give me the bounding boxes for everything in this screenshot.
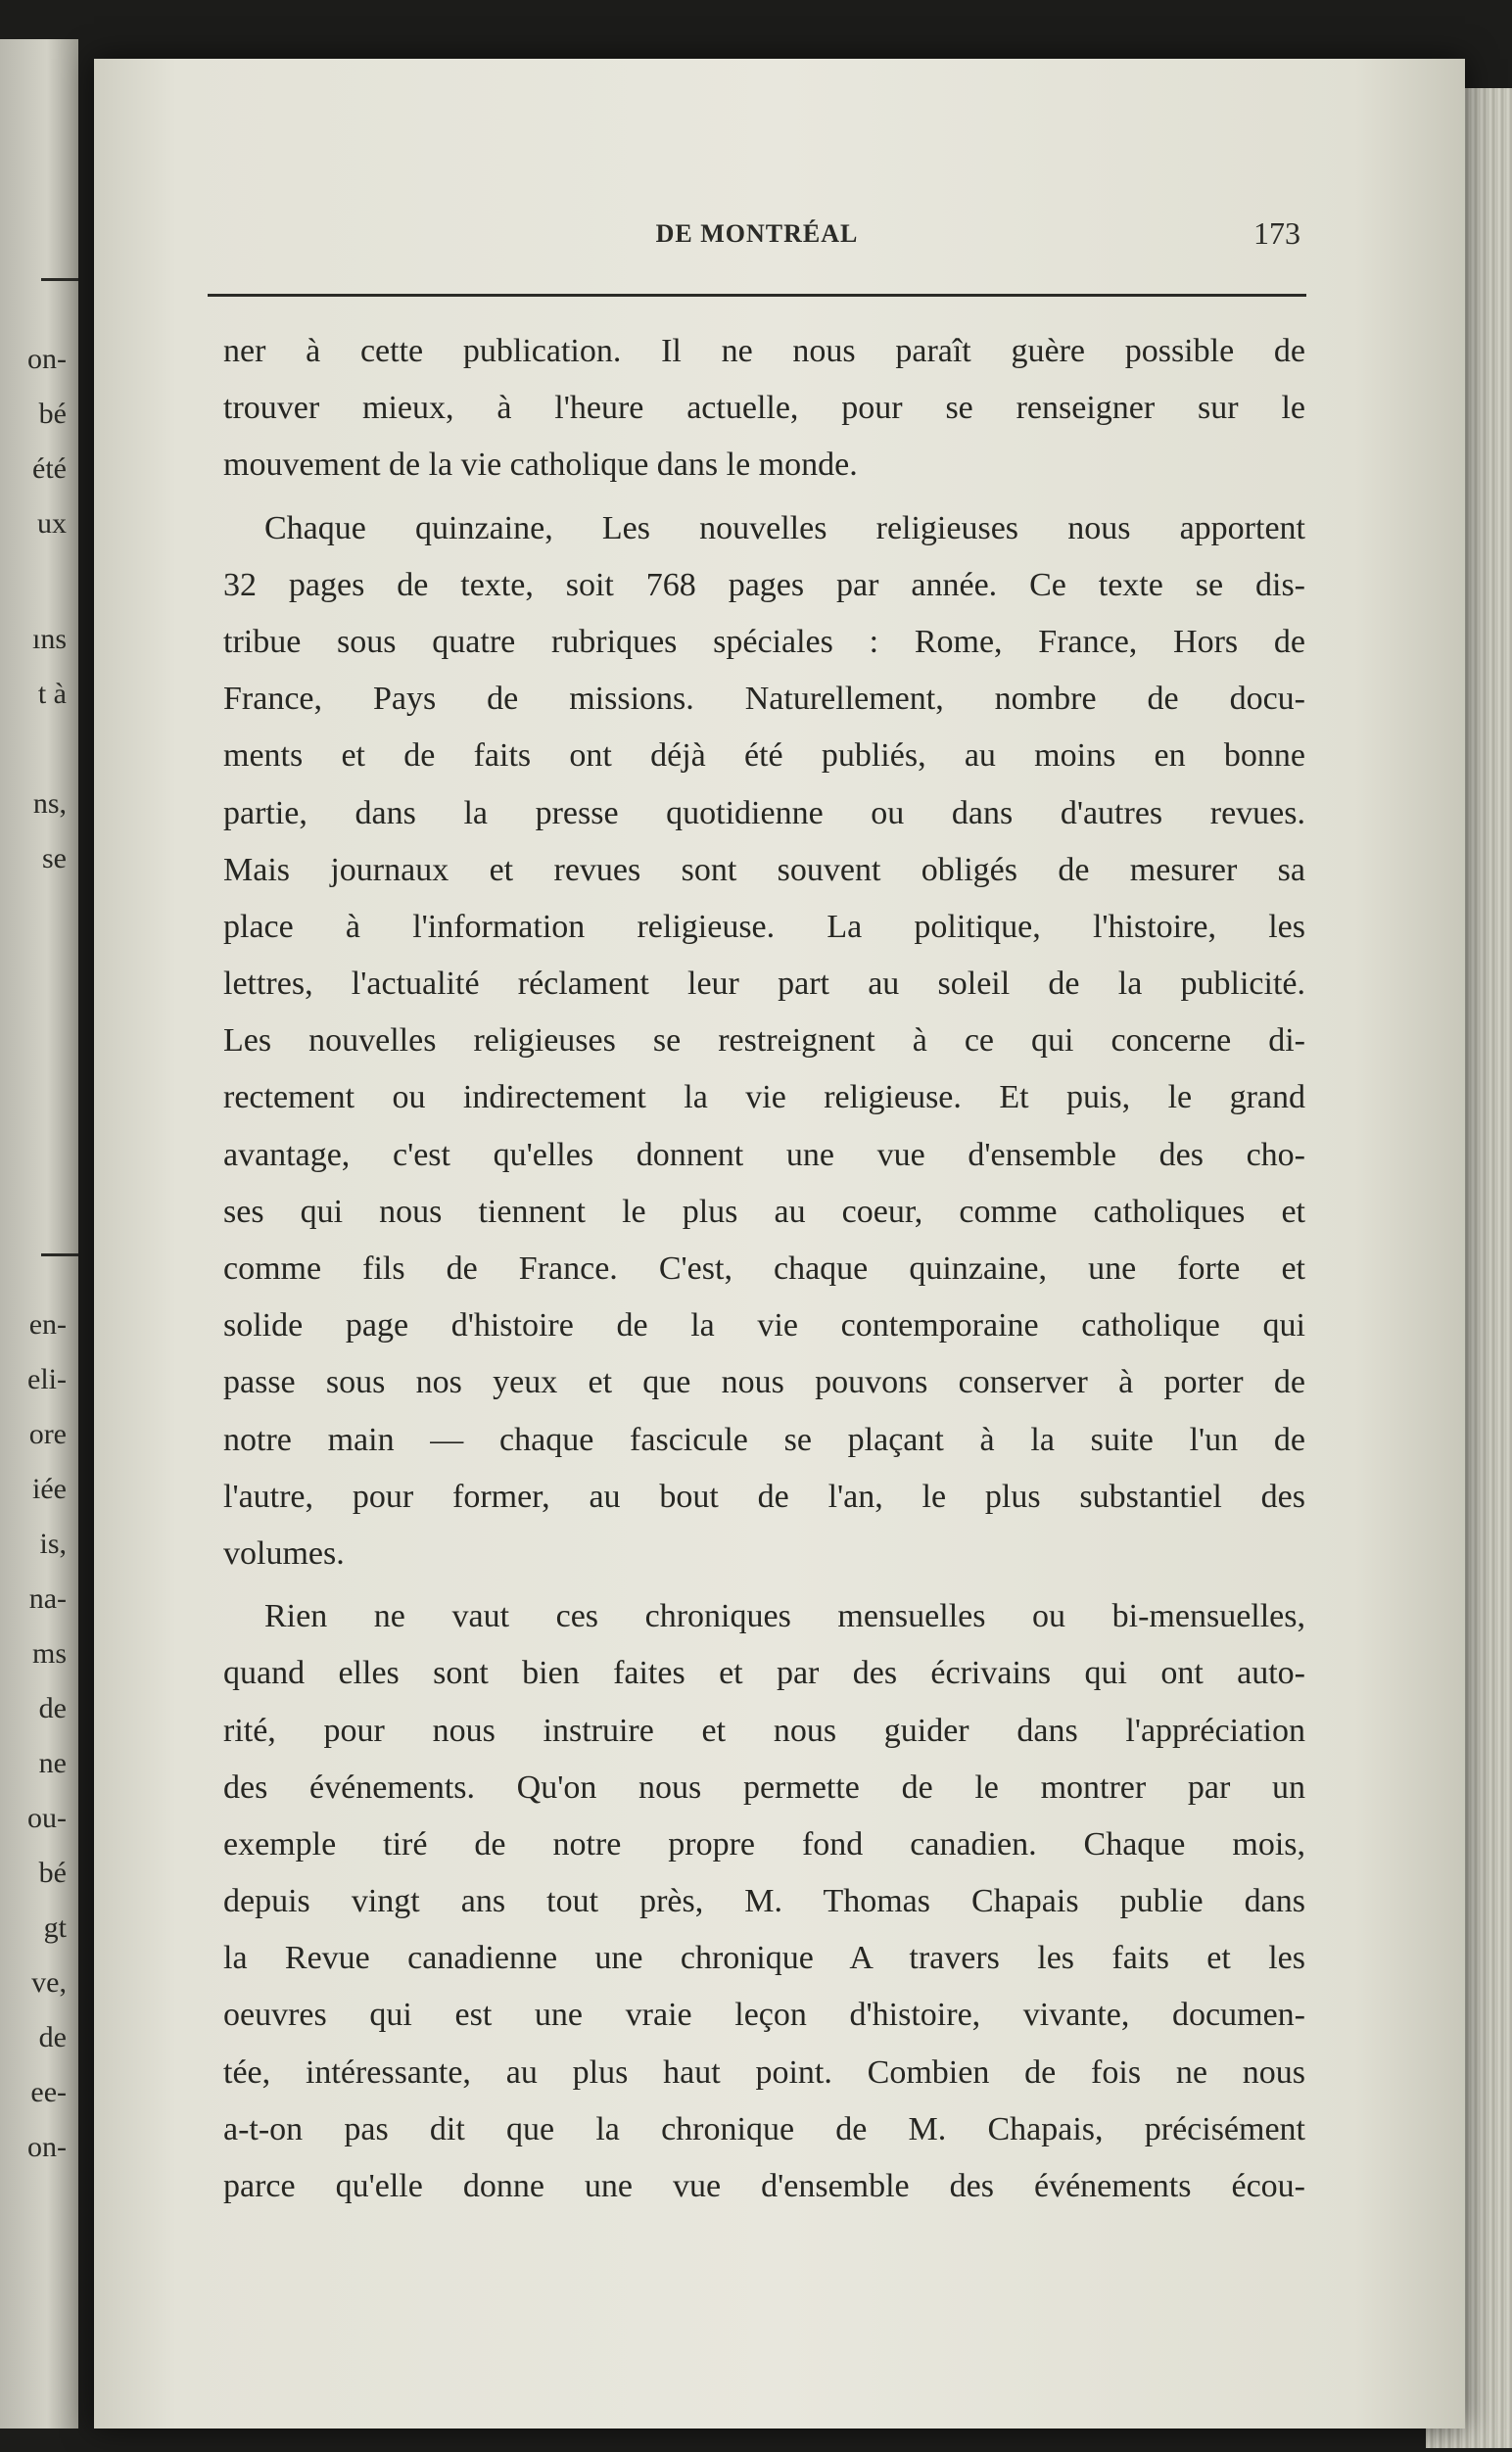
text-line: ments et de faits ont déjà été publiés, au moins en bonne — [223, 737, 1305, 775]
text-line: lettres, l'actualité réclament leur part au soleil de la publicité. — [223, 966, 1305, 1003]
header-rule — [208, 294, 1306, 297]
text-line: tribue sous quatre rubriques spéciales : Rome, France, Hors de — [223, 623, 1305, 660]
text-line: France, Pays de missions. Naturellement, nombre de docu- — [223, 681, 1305, 718]
page-header — [208, 215, 1306, 264]
text-line: la Revue canadienne une chronique A travers les faits et les — [223, 1940, 1305, 1977]
previous-page-fragment: ıns — [31, 623, 67, 655]
previous-page-fragment: on- — [27, 2131, 67, 2163]
text-line: Mais journaux et revues sont souvent obligés de mesurer sa — [223, 851, 1305, 888]
text-line: ner à cette publication. Il ne nous paraît guère possible de — [223, 333, 1305, 369]
text-line: depuis vingt ans tout près, M. Thomas Chapais publie dans — [223, 1883, 1305, 1920]
text-line: rectement ou indirectement la vie religieuse. Et puis, le grand — [223, 1079, 1305, 1116]
previous-page-fragment: ve, — [31, 1966, 67, 1999]
previous-page-fragment: ms — [31, 1637, 67, 1670]
text-line: exemple tiré de notre propre fond canadien. Chaque mois, — [223, 1825, 1305, 1863]
text-line: trouver mieux, à l'heure actuelle, pour se renseigner sur le — [223, 390, 1305, 427]
page-number: 173 — [1253, 215, 1300, 251]
text-line: avantage, c'est qu'elles donnent une vue d'ensemble des cho- — [223, 1136, 1305, 1173]
text-line: quand elles sont bien faites et par des écrivains qui ont auto- — [223, 1655, 1305, 1692]
previous-page-fragment: bé — [38, 1857, 67, 1889]
previous-page-fragment: t à — [37, 678, 67, 710]
text-line: partie, dans la presse quotidienne ou dans d'autres revues. — [223, 794, 1305, 831]
text-line: a-t-on pas dit que la chronique de M. Chapais, précisément — [223, 2110, 1305, 2147]
previous-page-fragment: ux — [37, 507, 67, 540]
text-line: l'autre, pour former, au bout de l'an, le plus substantiel des — [223, 1478, 1305, 1515]
previous-page-fragment: on- — [27, 343, 67, 375]
previous-page-fragment: bé — [38, 398, 67, 430]
text-line: Chaque quinzaine, Les nouvelles religieuses nous apportent — [264, 509, 1305, 546]
previous-page-fragment: de — [38, 2021, 67, 2053]
text-line: notre main — chaque fascicule se plaçant à la suite l'un de — [223, 1421, 1305, 1458]
previous-page-fragment: na- — [28, 1582, 67, 1615]
text-line: Rien ne vaut ces chroniques mensuelles ou bi-mensuelles, — [264, 1598, 1305, 1635]
text-line: 32 pages de texte, soit 768 pages par année. Ce texte se dis- — [223, 566, 1305, 603]
previous-page-fragment: is, — [39, 1528, 67, 1560]
body-text — [223, 323, 1305, 2215]
previous-page-fragment: ns, — [32, 787, 67, 820]
text-line: solide page d'histoire de la vie contemporaine catholique qui — [223, 1307, 1305, 1344]
text-line: parce qu'elle donne une vue d'ensemble des événements écou- — [223, 2168, 1305, 2204]
text-line: rité, pour nous instruire et nous guider dans l'appréciation — [223, 1712, 1305, 1749]
paragraph — [223, 1588, 1305, 2215]
previous-page-fragment: gt — [43, 1911, 67, 1944]
text-line: oeuvres qui est une vraie leçon d'histoire, vivante, documen- — [223, 1997, 1305, 2034]
previous-page-fragment: ou- — [27, 1802, 67, 1834]
running-head: DE MONTRÉAL — [655, 219, 859, 248]
text-line: tée, intéressante, au plus haut point. Combien de fois ne nous — [223, 2053, 1305, 2091]
text-line: comme fils de France. C'est, chaque quinzaine, une forte et — [223, 1250, 1305, 1287]
previous-page-fragment: eli- — [27, 1363, 67, 1395]
previous-page-fragment: ne — [38, 1747, 67, 1779]
paragraph — [223, 500, 1305, 1583]
previous-page-rule — [41, 1253, 78, 1256]
book-page — [94, 59, 1465, 2428]
previous-page-fragment: en- — [28, 1308, 67, 1341]
previous-page-fragment: ee- — [30, 2076, 67, 2108]
previous-page-fragment: de — [38, 1692, 67, 1724]
previous-page-fragment: ore — [28, 1418, 67, 1450]
previous-page-fragment: été — [32, 452, 67, 485]
text-line: place à l'information religieuse. La politique, l'histoire, les — [223, 908, 1305, 945]
text-line: ses qui nous tiennent le plus au coeur, comme catholiques et — [223, 1193, 1305, 1230]
text-line: passe sous nos yeux et que nous pouvons conserver à porter de — [223, 1364, 1305, 1401]
previous-page-fragment: se — [42, 842, 67, 874]
text-line: volumes. — [223, 1534, 345, 1572]
paragraph — [223, 323, 1305, 495]
text-line: Les nouvelles religieuses se restreignent à ce qui concerne di- — [223, 1022, 1305, 1060]
previous-page-edge — [0, 39, 78, 2428]
text-line: des événements. Qu'on nous permette de le montrer par un — [223, 1768, 1305, 1806]
previous-page-fragment: iée — [32, 1473, 67, 1505]
text-line: mouvement de la vie catholique dans le monde. — [223, 447, 858, 484]
previous-page-rule — [41, 278, 78, 281]
